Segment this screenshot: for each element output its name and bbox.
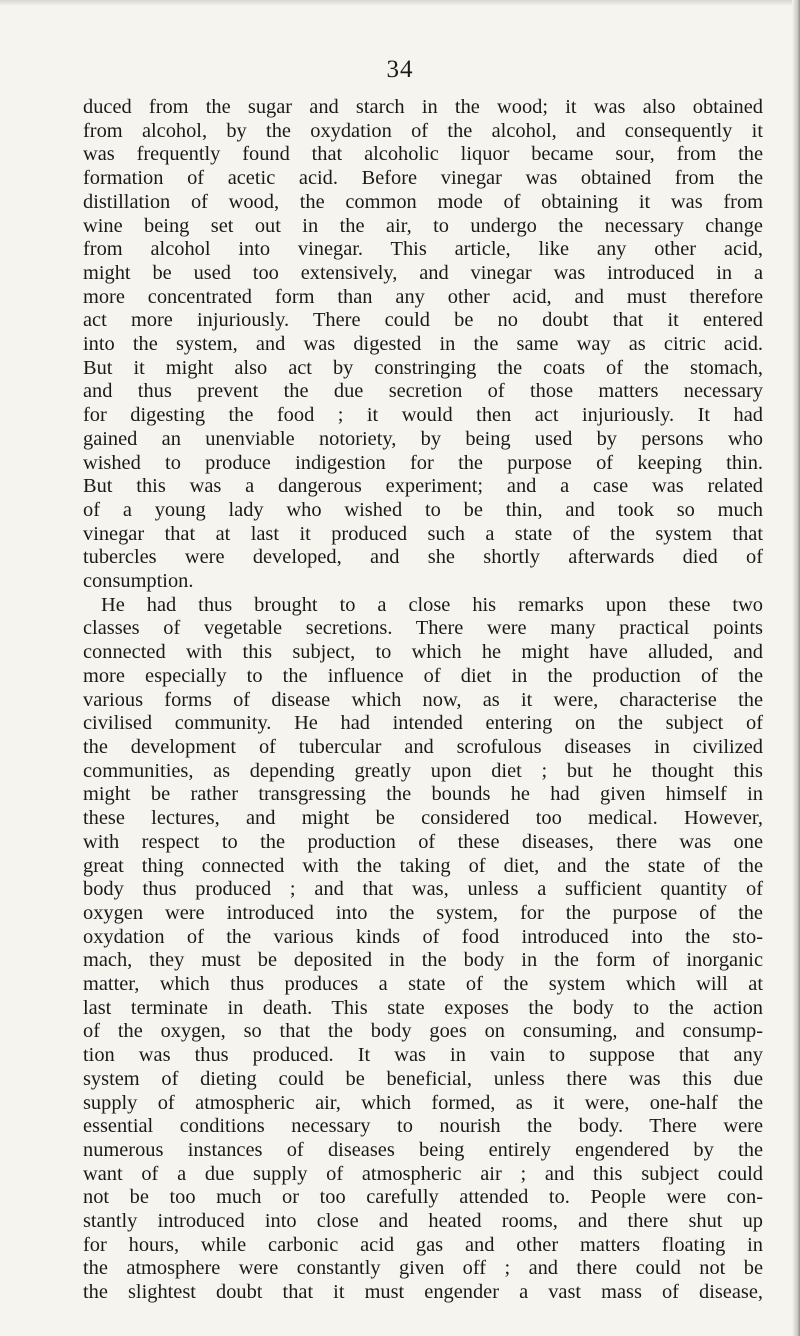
text-line: civilised community. He had intended entering on the subject of	[83, 712, 763, 735]
text-line: more concentrated form than any other acid, and must therefore	[83, 285, 763, 308]
text-line: with respect to the production of these diseases, there was one	[83, 830, 763, 853]
text-line: tion was thus produced. It was in vain to suppose that any	[83, 1044, 763, 1067]
text-line: But it might also act by constringing the coats of the stomach,	[83, 356, 763, 379]
text-line: for digesting the food ; it would then act injuriously. It had	[83, 404, 763, 427]
text-line: formation of acetic acid. Before vinegar was obtained from the	[83, 167, 763, 190]
text-line: these lectures, and might be considered too medical. However,	[83, 807, 763, 830]
text-line: consumption.	[83, 570, 194, 593]
text-line: oxygen were introduced into the system, for the purpose of the	[83, 901, 763, 924]
text-line: into the system, and was digested in the same way as citric acid.	[83, 333, 763, 356]
text-line: connected with this subject, to which he might have alluded, and	[83, 641, 763, 664]
text-line: vinegar that at last it produced such a state of the system that	[83, 522, 763, 545]
text-line: the development of tubercular and scrofulous diseases in civilized	[83, 735, 763, 758]
text-line: more especially to the influence of diet in the production of the	[83, 664, 763, 687]
text-line: the slightest doubt that it must engender a vast mass of disease,	[83, 1281, 763, 1304]
text-line: essential conditions necessary to nourish the body. There were	[83, 1115, 763, 1138]
text-line: of a young lady who wished to be thin, and took so much	[83, 498, 763, 521]
text-line: classes of vegetable secretions. There were many practical points	[83, 617, 763, 640]
text-line: great thing connected with the taking of diet, and the state of the	[83, 854, 763, 877]
text-line: wished to produce indigestion for the purpose of keeping thin.	[83, 451, 763, 474]
text-line: various forms of disease which now, as it were, characterise the	[83, 688, 763, 711]
text-line: wine being set out in the air, to undergo the necessary change	[83, 214, 763, 237]
text-line: But this was a dangerous experiment; and a case was related	[83, 475, 763, 498]
text-line: was frequently found that alcoholic liquor became sour, from the	[83, 143, 763, 166]
text-line: last terminate in death. This state exposes the body to the action	[83, 996, 763, 1019]
text-line: stantly introduced into close and heated rooms, and there shut up	[83, 1210, 763, 1233]
text-line: from alcohol into vinegar. This article, like any other acid,	[83, 238, 763, 261]
text-line: oxydation of the various kinds of food introduced into the sto-	[83, 925, 763, 948]
text-line: He had thus brought to a close his remarks upon these two	[101, 593, 763, 616]
text-line: duced from the sugar and starch in the wood; it was also obtained	[83, 96, 763, 118]
text-line: act more injuriously. There could be no doubt that it entered	[83, 309, 763, 332]
text-line: of the oxygen, so that the body goes on consuming, and consump-	[83, 1020, 763, 1043]
scan-top-shadow	[0, 0, 800, 6]
text-line: want of a due supply of atmospheric air ; and this subject could	[83, 1162, 763, 1185]
text-line: the atmosphere were constantly given off ; and there could not be	[83, 1257, 763, 1280]
text-line: mach, they must be deposited in the body in the form of inorganic	[83, 949, 763, 972]
text-line: system of dieting could be beneficial, unless there was this due	[83, 1067, 763, 1090]
text-line: for hours, while carbonic acid gas and other matters floating in	[83, 1233, 763, 1256]
text-line: gained an unenviable notoriety, by being used by persons who	[83, 427, 763, 450]
text-line: supply of atmospheric air, which formed, as it were, one-half the	[83, 1091, 763, 1114]
text-line: might be rather transgressing the bounds he had given himself in	[83, 783, 763, 806]
text-line: and thus prevent the due secretion of those matters necessary	[83, 380, 763, 403]
text-line: from alcohol, by the oxydation of the alcohol, and consequently it	[83, 119, 763, 142]
text-line: might be used too extensively, and vinegar was introduced in a	[83, 261, 763, 284]
page-number: 34	[386, 56, 414, 83]
text-line: numerous instances of diseases being entirely engendered by the	[83, 1138, 763, 1161]
text-line: matter, which thus produces a state of the system which will at	[83, 973, 763, 996]
text-line: communities, as depending greatly upon diet ; but he thought this	[83, 759, 763, 782]
text-line: tubercles were developed, and she shortly afterwards died of	[83, 546, 763, 569]
text-line: body thus produced ; and that was, unless a sufficient quantity of	[83, 878, 763, 901]
text-line: distillation of wood, the common mode of obtaining it was from	[83, 190, 763, 213]
body-text	[83, 96, 763, 1305]
page-edge-shadow	[792, 0, 800, 1336]
text-line: not be too much or too carefully attended to. People were con-	[83, 1186, 763, 1209]
